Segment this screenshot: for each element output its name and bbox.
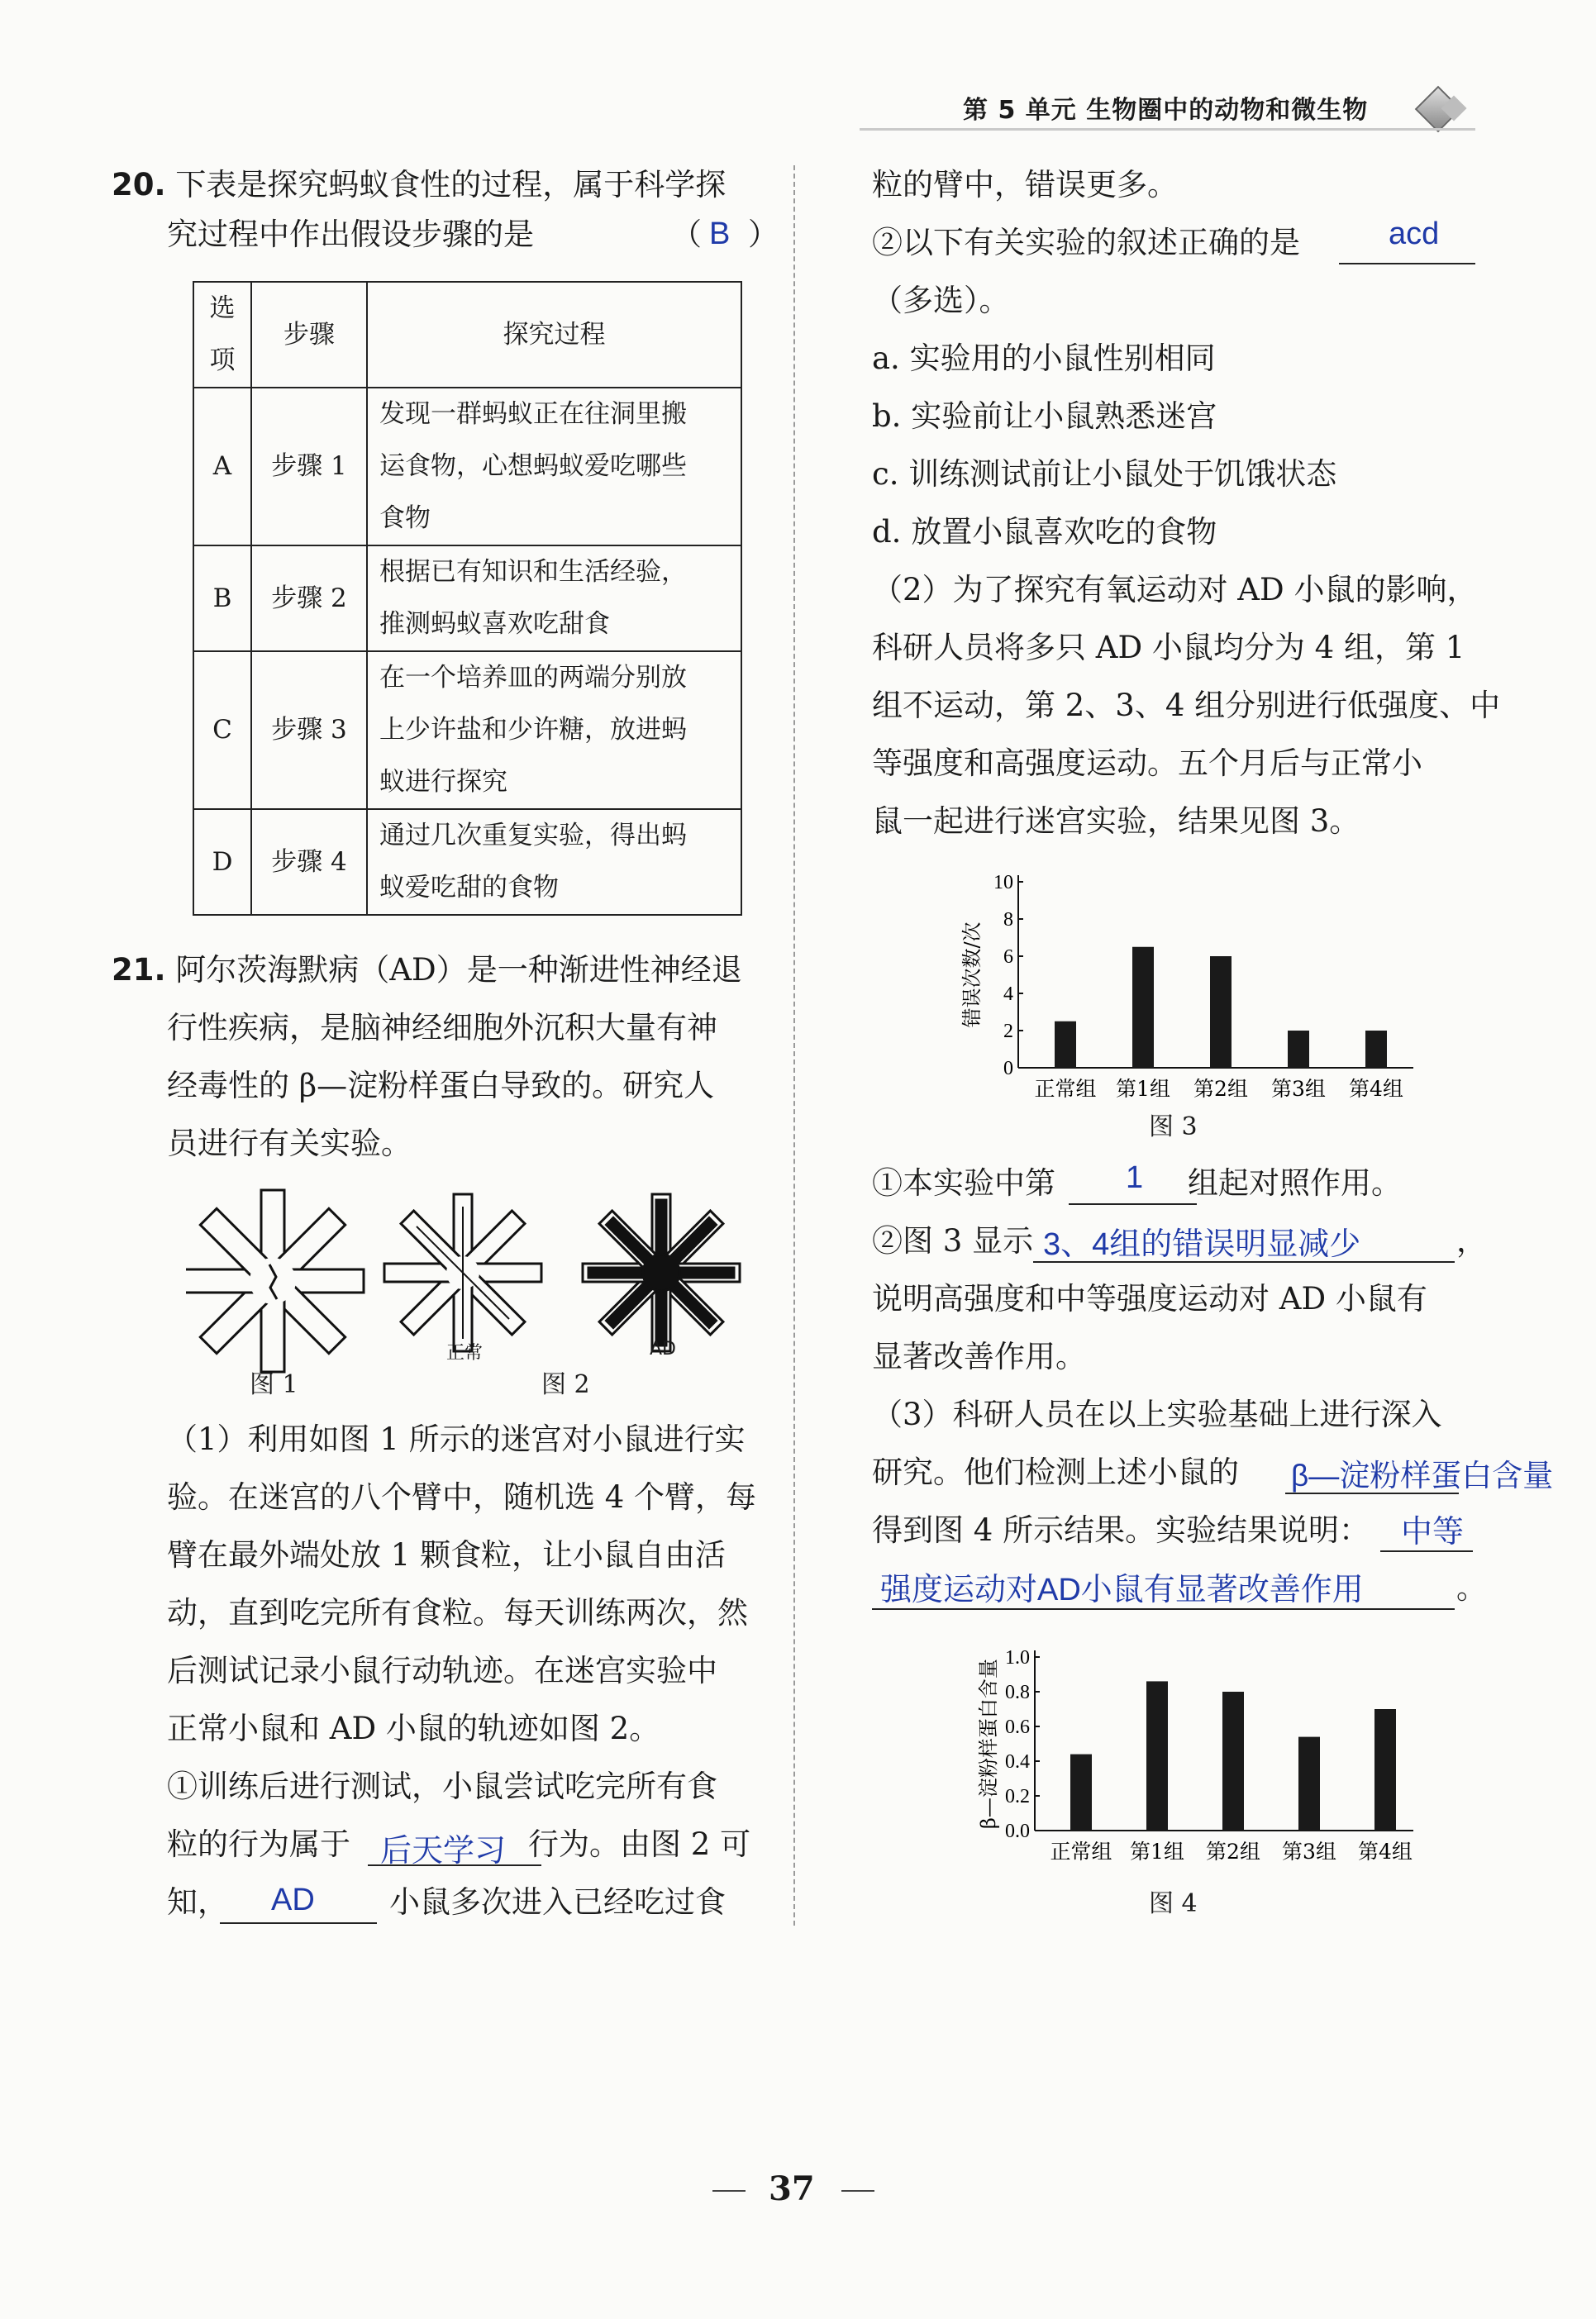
q21-p2b: ②图 3 显示 [872,1223,1034,1259]
q21-p1-2: 验。在迷宫的八个臂中，随机选 4 个臂，每 [167,1479,757,1515]
x-tick-label: 第1组 [1130,1840,1184,1864]
table-row [193,651,741,809]
answer-conclusion-2: 强度运动对AD小鼠有显著改善作用 [880,1573,1364,1607]
q20-number: 20. [112,167,166,202]
table-cell-step: 步骤 4 [251,809,367,915]
table-cell-option: D [193,809,251,915]
table-row [193,545,741,651]
table-row [193,809,741,915]
bar [1055,1021,1076,1068]
y-axis-label: 错误次数/次 [960,921,984,1028]
x-tick-label: 正常组 [1050,1840,1112,1864]
bar [1298,1737,1320,1831]
fig2-label-normal: 正常 [446,1343,484,1364]
bar [1070,1755,1092,1831]
q20-paren-close: ） [748,217,779,252]
x-tick-label: 第4组 [1349,1077,1403,1101]
table-cell-process: 在一个培养皿的两端分别放 上少许盐和少许糖，放进蚂 蚁进行探究 [367,651,741,809]
y-tick-label: 2 [1003,1021,1013,1042]
q20-stem-1: 下表是探究蚂蚁食性的过程，属于科学探 [175,167,727,202]
blank-underline [1069,1203,1197,1205]
q21-p1-4: 动，直到吃完所有食粒。每天训练两次，然 [167,1595,748,1631]
q21-p2-2: 科研人员将多只 AD 小鼠均分为 4 组，第 1 [872,630,1465,665]
bar [1146,1681,1168,1831]
table-cell-step: 步骤 2 [251,545,367,651]
x-tick-label: 正常组 [1034,1077,1097,1101]
answer-conclusion-1: 中等 [1401,1515,1465,1550]
q21-intro-4: 员进行有关实验。 [167,1126,412,1161]
q21-p2-1: （2）为了探究有氧运动对 AD 小鼠的影响， [872,572,1478,607]
q21-p2b-3: 显著改善作用。 [872,1339,1086,1374]
q21-p1a-4: 粒的臂中，错误更多。 [872,167,1178,202]
blank-underline [220,1922,377,1924]
q21-p1-3: 臂在最外端处放 1 颗食粒，让小鼠自由活 [167,1537,727,1573]
header-rule [860,128,1475,131]
q21-intro-3: 经毒性的 β—淀粉样蛋白导致的。研究人 [167,1068,715,1103]
table-header: 选项 [193,282,251,388]
maze-figure-1 [186,1190,364,1372]
x-tick-label: 第3组 [1271,1077,1326,1101]
answer-fig3-result: 3、4组的错误明显减少 [1043,1227,1361,1262]
q21-p2b-2: 说明高强度和中等强度运动对 AD 小鼠有 [872,1281,1427,1317]
y-tick-label: 0.0 [1005,1821,1030,1842]
y-tick-label: 1.0 [1005,1647,1030,1669]
q21-p1b: ②以下有关实验的叙述正确的是 [872,225,1300,260]
bar [1288,1031,1309,1068]
q21-p2-4: 等强度和高强度运动。五个月后与正常小 [872,745,1422,781]
q21-intro-2: 行性疾病，是脑神经细胞外沉积大量有神 [167,1010,717,1045]
page-dash-right [841,2190,874,2192]
q21-p3-1: （3）科研人员在以上实验基础上进行深入 [872,1397,1442,1432]
q21-p3-2: 研究。他们检测上述小鼠的 [872,1455,1239,1490]
fig1-caption: 图 1 [250,1370,298,1399]
table-row [193,388,741,545]
page-dash-left [712,2190,746,2192]
option-d: d. 放置小鼠喜欢吃的食物 [872,514,1217,550]
y-tick-label: 0.6 [1005,1717,1030,1738]
table-header: 探究过程 [367,282,741,388]
table-cell-option: A [193,388,251,545]
fig3-caption: 图 3 [1149,1112,1198,1141]
q21-p1-5: 后测试记录小鼠行动轨迹。在迷宫实验中 [167,1653,717,1688]
x-tick-label: 第2组 [1206,1840,1260,1864]
q21-p1b-multi: （多选）。 [872,283,1010,318]
answer-behavior: 后天学习 [380,1834,507,1869]
maze-figure-2-ad [583,1194,740,1351]
fig3-bar-chart [950,860,1413,1124]
q20-paren-open: （ [671,217,702,252]
table-header-row [193,282,741,388]
x-tick-label: 第3组 [1282,1840,1336,1864]
q21-p1a-2: 粒的行为属于 行为。由图 2 可 [167,1826,751,1862]
fig4-bar-chart [950,1620,1413,1868]
q21-p1a-1: ①训练后进行测试，小鼠尝试吃完所有食 [167,1769,717,1804]
q21-p3-3: 得到图 4 所示结果。实验结果说明： [872,1512,1370,1548]
table-cell-step: 步骤 1 [251,388,367,545]
table-cell-process: 根据已有知识和生活经验， 推测蚂蚁喜欢吃甜食 [367,545,741,651]
q21-p2a: ①本实验中第 组起对照作用。 [872,1165,1402,1201]
fig4-caption: 图 4 [1149,1889,1198,1918]
y-axis-label: β—淀粉样蛋白含量 [977,1659,1000,1829]
table-cell-step: 步骤 3 [251,651,367,809]
option-b: b. 实验前让小鼠熟悉迷宫 [872,398,1217,434]
answer-control-group: 1 [1126,1160,1144,1195]
table-cell-process: 发现一群蚂蚁正在往洞里搬 运食物，心想蚂蚁爱吃哪些 食物 [367,388,741,545]
q21-p1-1: （1）利用如图 1 所示的迷宫对小鼠进行实 [167,1421,746,1457]
table-header: 步骤 [251,282,367,388]
bar [1365,1031,1387,1068]
fig2-label-ad: AD [650,1339,676,1359]
q21-number: 21. [112,952,166,988]
fig2-caption: 图 2 [541,1370,590,1399]
q20-answer: B [709,217,731,251]
y-tick-label: 0.4 [1005,1751,1030,1773]
q21-p2-5: 鼠一起进行迷宫实验，结果见图 3。 [872,803,1360,839]
table-cell-option: B [193,545,251,651]
x-tick-label: 第2组 [1193,1077,1248,1101]
column-divider [793,165,795,1926]
unit-header: 第 5 单元 生物圈中的动物和微生物 [963,96,1369,125]
x-tick-label: 第1组 [1116,1077,1170,1101]
q20-line1 [112,167,726,203]
bar [1222,1692,1244,1831]
q21-p3-period: 。 [1456,1570,1487,1606]
table-cell-process: 通过几次重复实验，得出蚂 蚁爱吃甜的食物 [367,809,741,915]
page-number: 37 [769,2169,815,2208]
answer-statements: acd [1389,217,1440,251]
x-tick-label: 第4组 [1358,1840,1413,1864]
answer-measurement: β—淀粉样蛋白含量 [1291,1459,1554,1493]
q20-line2: 究过程中作出假设步骤的是 [167,217,534,252]
answer-mouse-type: AD [271,1883,315,1917]
q20-steps-table [193,281,742,916]
y-tick-label: 10 [993,872,1013,893]
bar [1210,956,1232,1068]
y-tick-label: 0.8 [1005,1682,1030,1703]
q21-p1-6: 正常小鼠和 AD 小鼠的轨迹如图 2。 [167,1711,660,1746]
y-tick-label: 4 [1003,983,1013,1005]
bar [1132,947,1154,1068]
q21-p2b-comma: ， [1456,1223,1487,1259]
bar [1374,1709,1396,1831]
option-c: c. 训练测试前让小鼠处于饥饿状态 [872,456,1337,492]
q21-p1a-3: 知， 小鼠多次进入已经吃过食 [167,1884,726,1920]
q21-p2-3: 组不运动，第 2、3、4 组分别进行低强度、中 [872,688,1501,723]
table-cell-option: C [193,651,251,809]
y-tick-label: 6 [1003,946,1013,968]
y-tick-label: 0 [1003,1058,1013,1079]
maze-figure-2-normal [384,1194,541,1351]
option-a: a. 实验用的小鼠性别相同 [872,340,1216,376]
y-tick-label: 8 [1003,909,1013,931]
blank-underline [1339,263,1475,264]
q21-line1: 21. 阿尔茨海默病（AD）是一种渐进性神经退 [112,952,742,988]
y-tick-label: 0.2 [1005,1786,1030,1807]
